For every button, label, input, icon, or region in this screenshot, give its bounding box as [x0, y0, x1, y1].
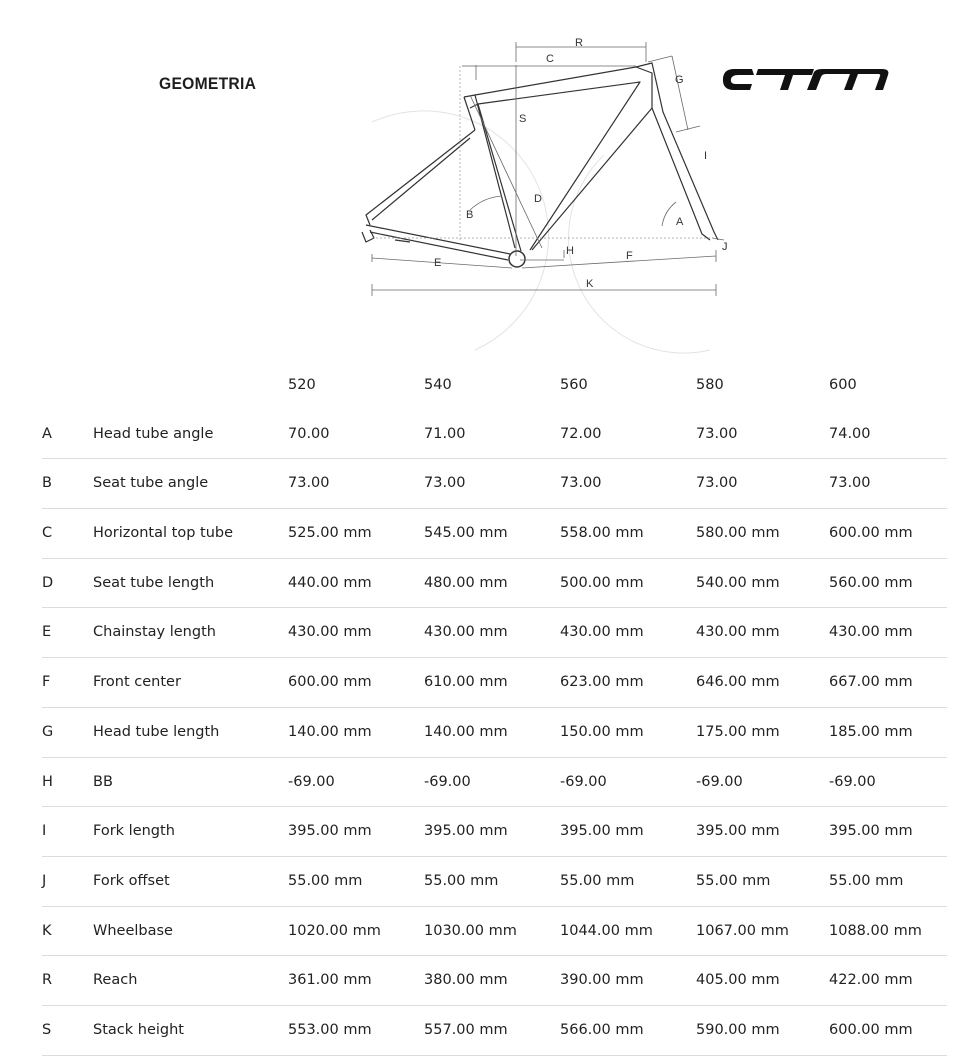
- table-row: [42, 857, 947, 907]
- diagram-label-b: B: [466, 209, 474, 221]
- value-cell: 395.00 mm: [560, 823, 644, 840]
- row-letter: F: [42, 674, 51, 691]
- value-cell: 553.00 mm: [288, 1021, 372, 1038]
- row-letter: I: [42, 823, 47, 840]
- value-cell: 667.00 mm: [829, 674, 913, 691]
- diagram-label-k: K: [586, 278, 594, 290]
- value-cell: 55.00 mm: [829, 872, 904, 889]
- page-title: GEOMETRIA: [159, 74, 257, 93]
- table-row: [42, 509, 947, 559]
- size-header: 560: [560, 377, 588, 393]
- front-wheel-outline: [568, 155, 710, 353]
- diagram-label-i: I: [704, 150, 708, 162]
- row-label: Seat tube length: [93, 574, 215, 591]
- value-cell: 395.00 mm: [424, 823, 508, 840]
- table-row: [42, 1006, 947, 1056]
- value-cell: 405.00 mm: [696, 972, 780, 989]
- value-cell: -69.00: [424, 773, 471, 790]
- value-cell: 430.00 mm: [696, 624, 780, 641]
- table-row: [42, 807, 947, 857]
- value-cell: 73.00: [288, 475, 330, 492]
- value-cell: 545.00 mm: [424, 525, 508, 542]
- row-label: Wheelbase: [93, 922, 173, 939]
- size-header: 520: [288, 377, 316, 393]
- value-cell: 430.00 mm: [288, 624, 372, 641]
- row-letter: E: [42, 624, 52, 641]
- row-label: Front center: [93, 674, 181, 691]
- value-cell: 73.00: [424, 475, 466, 492]
- value-cell: 150.00 mm: [560, 723, 644, 740]
- value-cell: 1067.00 mm: [696, 922, 789, 939]
- value-cell: 380.00 mm: [424, 972, 508, 989]
- table-row: [42, 708, 947, 758]
- frame-outline: [362, 63, 718, 263]
- size-header: 580: [696, 377, 724, 393]
- table-row: [42, 410, 947, 460]
- row-label: BB: [93, 773, 113, 790]
- value-cell: 557.00 mm: [424, 1021, 508, 1038]
- row-letter: G: [42, 723, 54, 740]
- table-row: [42, 559, 947, 609]
- diagram-label-e: E: [434, 257, 442, 269]
- value-cell: 430.00 mm: [424, 624, 508, 641]
- value-cell: 500.00 mm: [560, 574, 644, 591]
- value-cell: 390.00 mm: [560, 972, 644, 989]
- row-label: Head tube length: [93, 723, 220, 740]
- value-cell: 430.00 mm: [560, 624, 644, 641]
- value-cell: 525.00 mm: [288, 525, 372, 542]
- value-cell: 55.00 mm: [560, 872, 635, 889]
- diagram-label-c: C: [546, 53, 554, 65]
- diagram-label-r: R: [575, 37, 583, 49]
- row-letter: K: [42, 922, 52, 939]
- diagram-label-j: J: [722, 241, 728, 253]
- value-cell: 73.00: [696, 425, 738, 442]
- value-cell: 70.00: [288, 425, 330, 442]
- brand-logo: [722, 66, 892, 94]
- value-cell: 74.00: [829, 425, 871, 442]
- frame-geometry-diagram: [360, 28, 740, 358]
- value-cell: 72.00: [560, 425, 602, 442]
- row-label: Head tube angle: [93, 425, 214, 442]
- table-row: [42, 907, 947, 957]
- value-cell: 646.00 mm: [696, 674, 780, 691]
- value-cell: 55.00 mm: [424, 872, 499, 889]
- value-cell: 480.00 mm: [424, 574, 508, 591]
- row-label: Fork offset: [93, 872, 170, 889]
- row-letter: J: [42, 872, 47, 889]
- value-cell: 540.00 mm: [696, 574, 780, 591]
- row-label: Chainstay length: [93, 624, 216, 641]
- geometry-table: [42, 361, 947, 1056]
- value-cell: -69.00: [696, 773, 743, 790]
- value-cell: 73.00: [560, 475, 602, 492]
- row-label: Stack height: [93, 1021, 184, 1038]
- value-cell: 610.00 mm: [424, 674, 508, 691]
- value-cell: 361.00 mm: [288, 972, 372, 989]
- table-row: [42, 459, 947, 509]
- value-cell: 566.00 mm: [560, 1021, 644, 1038]
- diagram-label-g: G: [675, 74, 684, 86]
- value-cell: 1088.00 mm: [829, 922, 922, 939]
- value-cell: 600.00 mm: [829, 525, 913, 542]
- bottom-bracket: [509, 251, 525, 267]
- value-cell: 600.00 mm: [829, 1021, 913, 1038]
- value-cell: 140.00 mm: [424, 723, 508, 740]
- value-cell: -69.00: [288, 773, 335, 790]
- value-cell: 73.00: [829, 475, 871, 492]
- table-row: [42, 956, 947, 1006]
- value-cell: 560.00 mm: [829, 574, 913, 591]
- row-letter: H: [42, 773, 53, 790]
- value-cell: 1044.00 mm: [560, 922, 653, 939]
- table-row: [42, 658, 947, 708]
- value-cell: 73.00: [696, 475, 738, 492]
- value-cell: 1020.00 mm: [288, 922, 381, 939]
- value-cell: 558.00 mm: [560, 525, 644, 542]
- value-cell: -69.00: [829, 773, 876, 790]
- row-label: Horizontal top tube: [93, 525, 234, 542]
- value-cell: 440.00 mm: [288, 574, 372, 591]
- size-header-row: [42, 361, 947, 410]
- diagram-label-a: A: [676, 216, 684, 228]
- row-label: Reach: [93, 972, 138, 989]
- row-letter: D: [42, 574, 54, 591]
- size-header: 600: [829, 377, 857, 393]
- diagram-label-f: F: [626, 250, 633, 262]
- value-cell: 590.00 mm: [696, 1021, 780, 1038]
- value-cell: 185.00 mm: [829, 723, 913, 740]
- value-cell: 55.00 mm: [696, 872, 771, 889]
- row-letter: B: [42, 475, 52, 492]
- value-cell: -69.00: [560, 773, 607, 790]
- value-cell: 395.00 mm: [288, 823, 372, 840]
- value-cell: 395.00 mm: [829, 823, 913, 840]
- row-letter: C: [42, 525, 53, 542]
- row-letter: R: [42, 972, 53, 989]
- diagram-label-s: S: [519, 113, 527, 125]
- row-letter: A: [42, 425, 52, 442]
- row-letter: S: [42, 1021, 52, 1038]
- table-row: [42, 608, 947, 658]
- size-header: 540: [424, 377, 452, 393]
- row-label: Fork length: [93, 823, 175, 840]
- diagram-label-h: H: [566, 245, 574, 257]
- value-cell: 140.00 mm: [288, 723, 372, 740]
- value-cell: 422.00 mm: [829, 972, 913, 989]
- diagram-label-d: D: [534, 193, 542, 205]
- value-cell: 623.00 mm: [560, 674, 644, 691]
- value-cell: 1030.00 mm: [424, 922, 517, 939]
- row-label: Seat tube angle: [93, 475, 209, 492]
- table-row: [42, 758, 947, 808]
- value-cell: 55.00 mm: [288, 872, 363, 889]
- value-cell: 71.00: [424, 425, 466, 442]
- value-cell: 580.00 mm: [696, 525, 780, 542]
- value-cell: 430.00 mm: [829, 624, 913, 641]
- value-cell: 600.00 mm: [288, 674, 372, 691]
- value-cell: 175.00 mm: [696, 723, 780, 740]
- table-body: [42, 410, 947, 1056]
- value-cell: 395.00 mm: [696, 823, 780, 840]
